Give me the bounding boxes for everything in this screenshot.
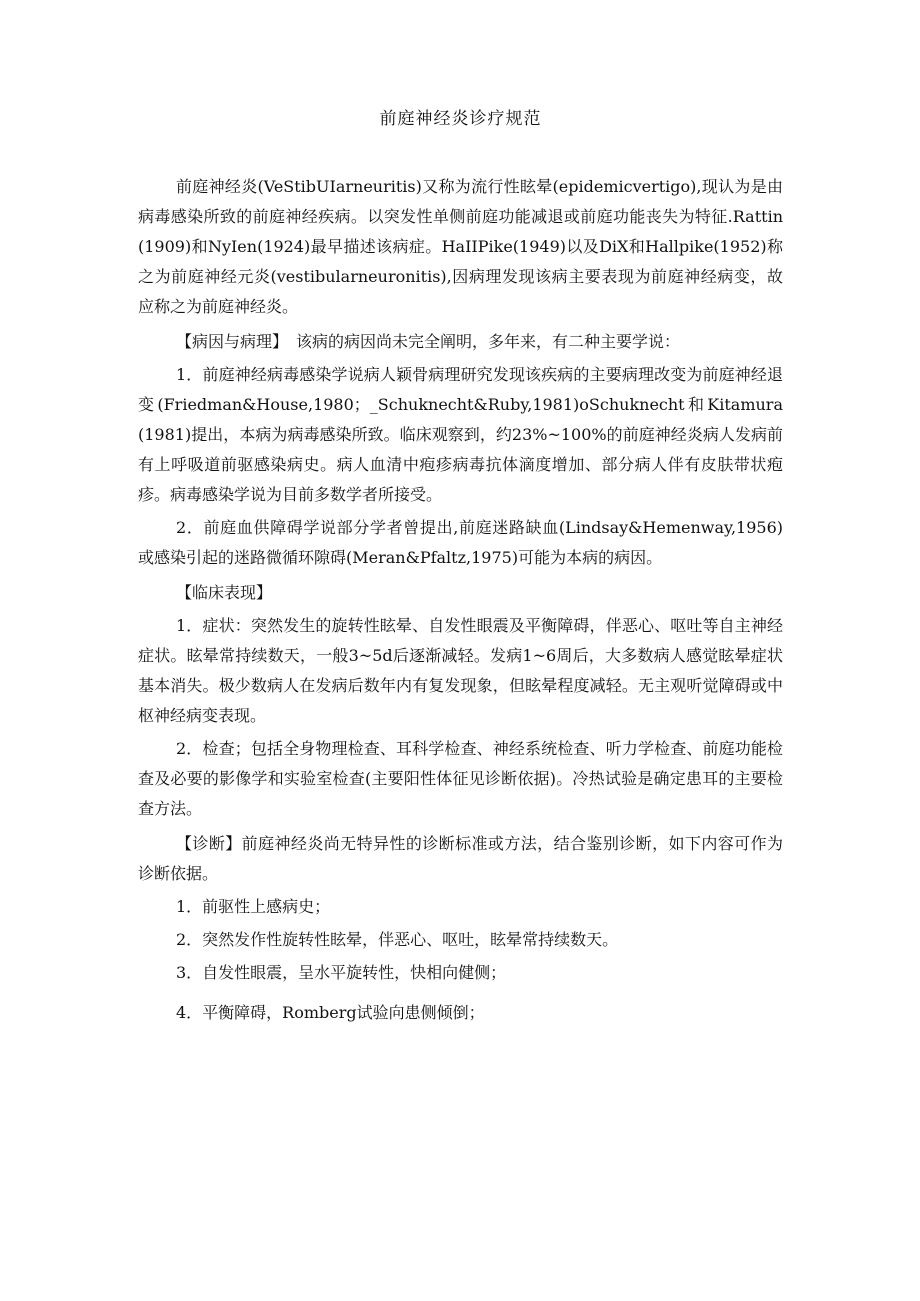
diagnosis-paragraph: 【诊断】前庭神经炎尚无特异性的诊断标准或方法，结合鉴别诊断，如下内容可作为诊断依据。: [138, 834, 783, 883]
clinical-item-1: 1．症状：突然发生的旋转性眩晕、自发性眼震及平衡障碍，伴恶心、呕吐等自主神经症状。眩晕常持续数天，一般3~5d后逐渐减轻。发病1~6周后，大多数病人感觉眩晕症状基本消失。极少数病人在发病后数年内有复发现象，但眩晕程度减轻。无主观听觉障碍或中枢神经病变表现。: [138, 616, 783, 725]
document-title: 前庭神经炎诊疗规范: [379, 109, 542, 129]
etiology-item-2: 2．前庭血供障碍学说部分学者曾提出,前庭迷路缺血(Lindsay&Hemenway,1956)或感染引起的迷路微循环隙碍(Meran&Pfaltz,1975)可能为本病的病因。: [138, 518, 783, 567]
clinical-item-2: 2．检查；包括全身物理检查、耳科学检查、神经系统检查、听力学检查、前庭功能检查及必要的影像学和实验室检查(主要阳性体征见诊断依据)。冷热试验是确定患耳的主要检查方法。: [138, 739, 783, 818]
diagnosis-item-1: 1．前驱性上感病史；: [176, 897, 331, 916]
clinical-heading: 【临床表现】: [176, 583, 273, 602]
diagnosis-item-3: 3．自发性眼震，呈水平旋转性，快相向健侧；: [176, 963, 507, 982]
intro-paragraph: 前庭神经炎(VeStibUIarneuritis)又称为流行性眩晕(epidemicvertigo),现认为是由病毒感染所致的前庭神经疾病。以突发性单侧前庭功能减退或前庭功能丧失为特征.Rattin(1909)和NyIen(1924)最早描述该病症。HaIIPike(1949)以及DiX和Hallpike(1952)称之为前庭神经元炎(vestibularneuronitis),因病理发现该病主要表现为前庭神经病变，故应称之为前庭神经炎。: [138, 177, 783, 316]
diagnosis-item-4: 4．平衡障碍，Romberg试验向患侧倾倒；: [176, 1003, 485, 1022]
etiology-heading-paragraph: 【病因与病理】 该病的病因尚未完全阐明，多年来，有二种主要学说：: [176, 332, 681, 351]
diagnosis-item-2: 2．突然发作性旋转性眩晕，伴恶心、呕吐，眩晕常持续数天。: [176, 930, 619, 949]
etiology-item-1: 1．前庭神经病毒感染学说病人颖骨病理研究发现该疾病的主要病理改变为前庭神经退变(Friedman&House,1980；_Schuknecht&Ruby,1981)oSchuknecht和Kitamura(1981)提出，本病为病毒感染所致。临床观察到，约23%~100%的前庭神经炎病人发病前有上呼吸道前驱感染病史。病人血清中疱疹病毒抗体滴度增加、部分病人伴有皮肤带状疱疹。病毒感染学说为目前多数学者所接受。: [138, 365, 783, 504]
document-body: [138, 172, 783, 1028]
